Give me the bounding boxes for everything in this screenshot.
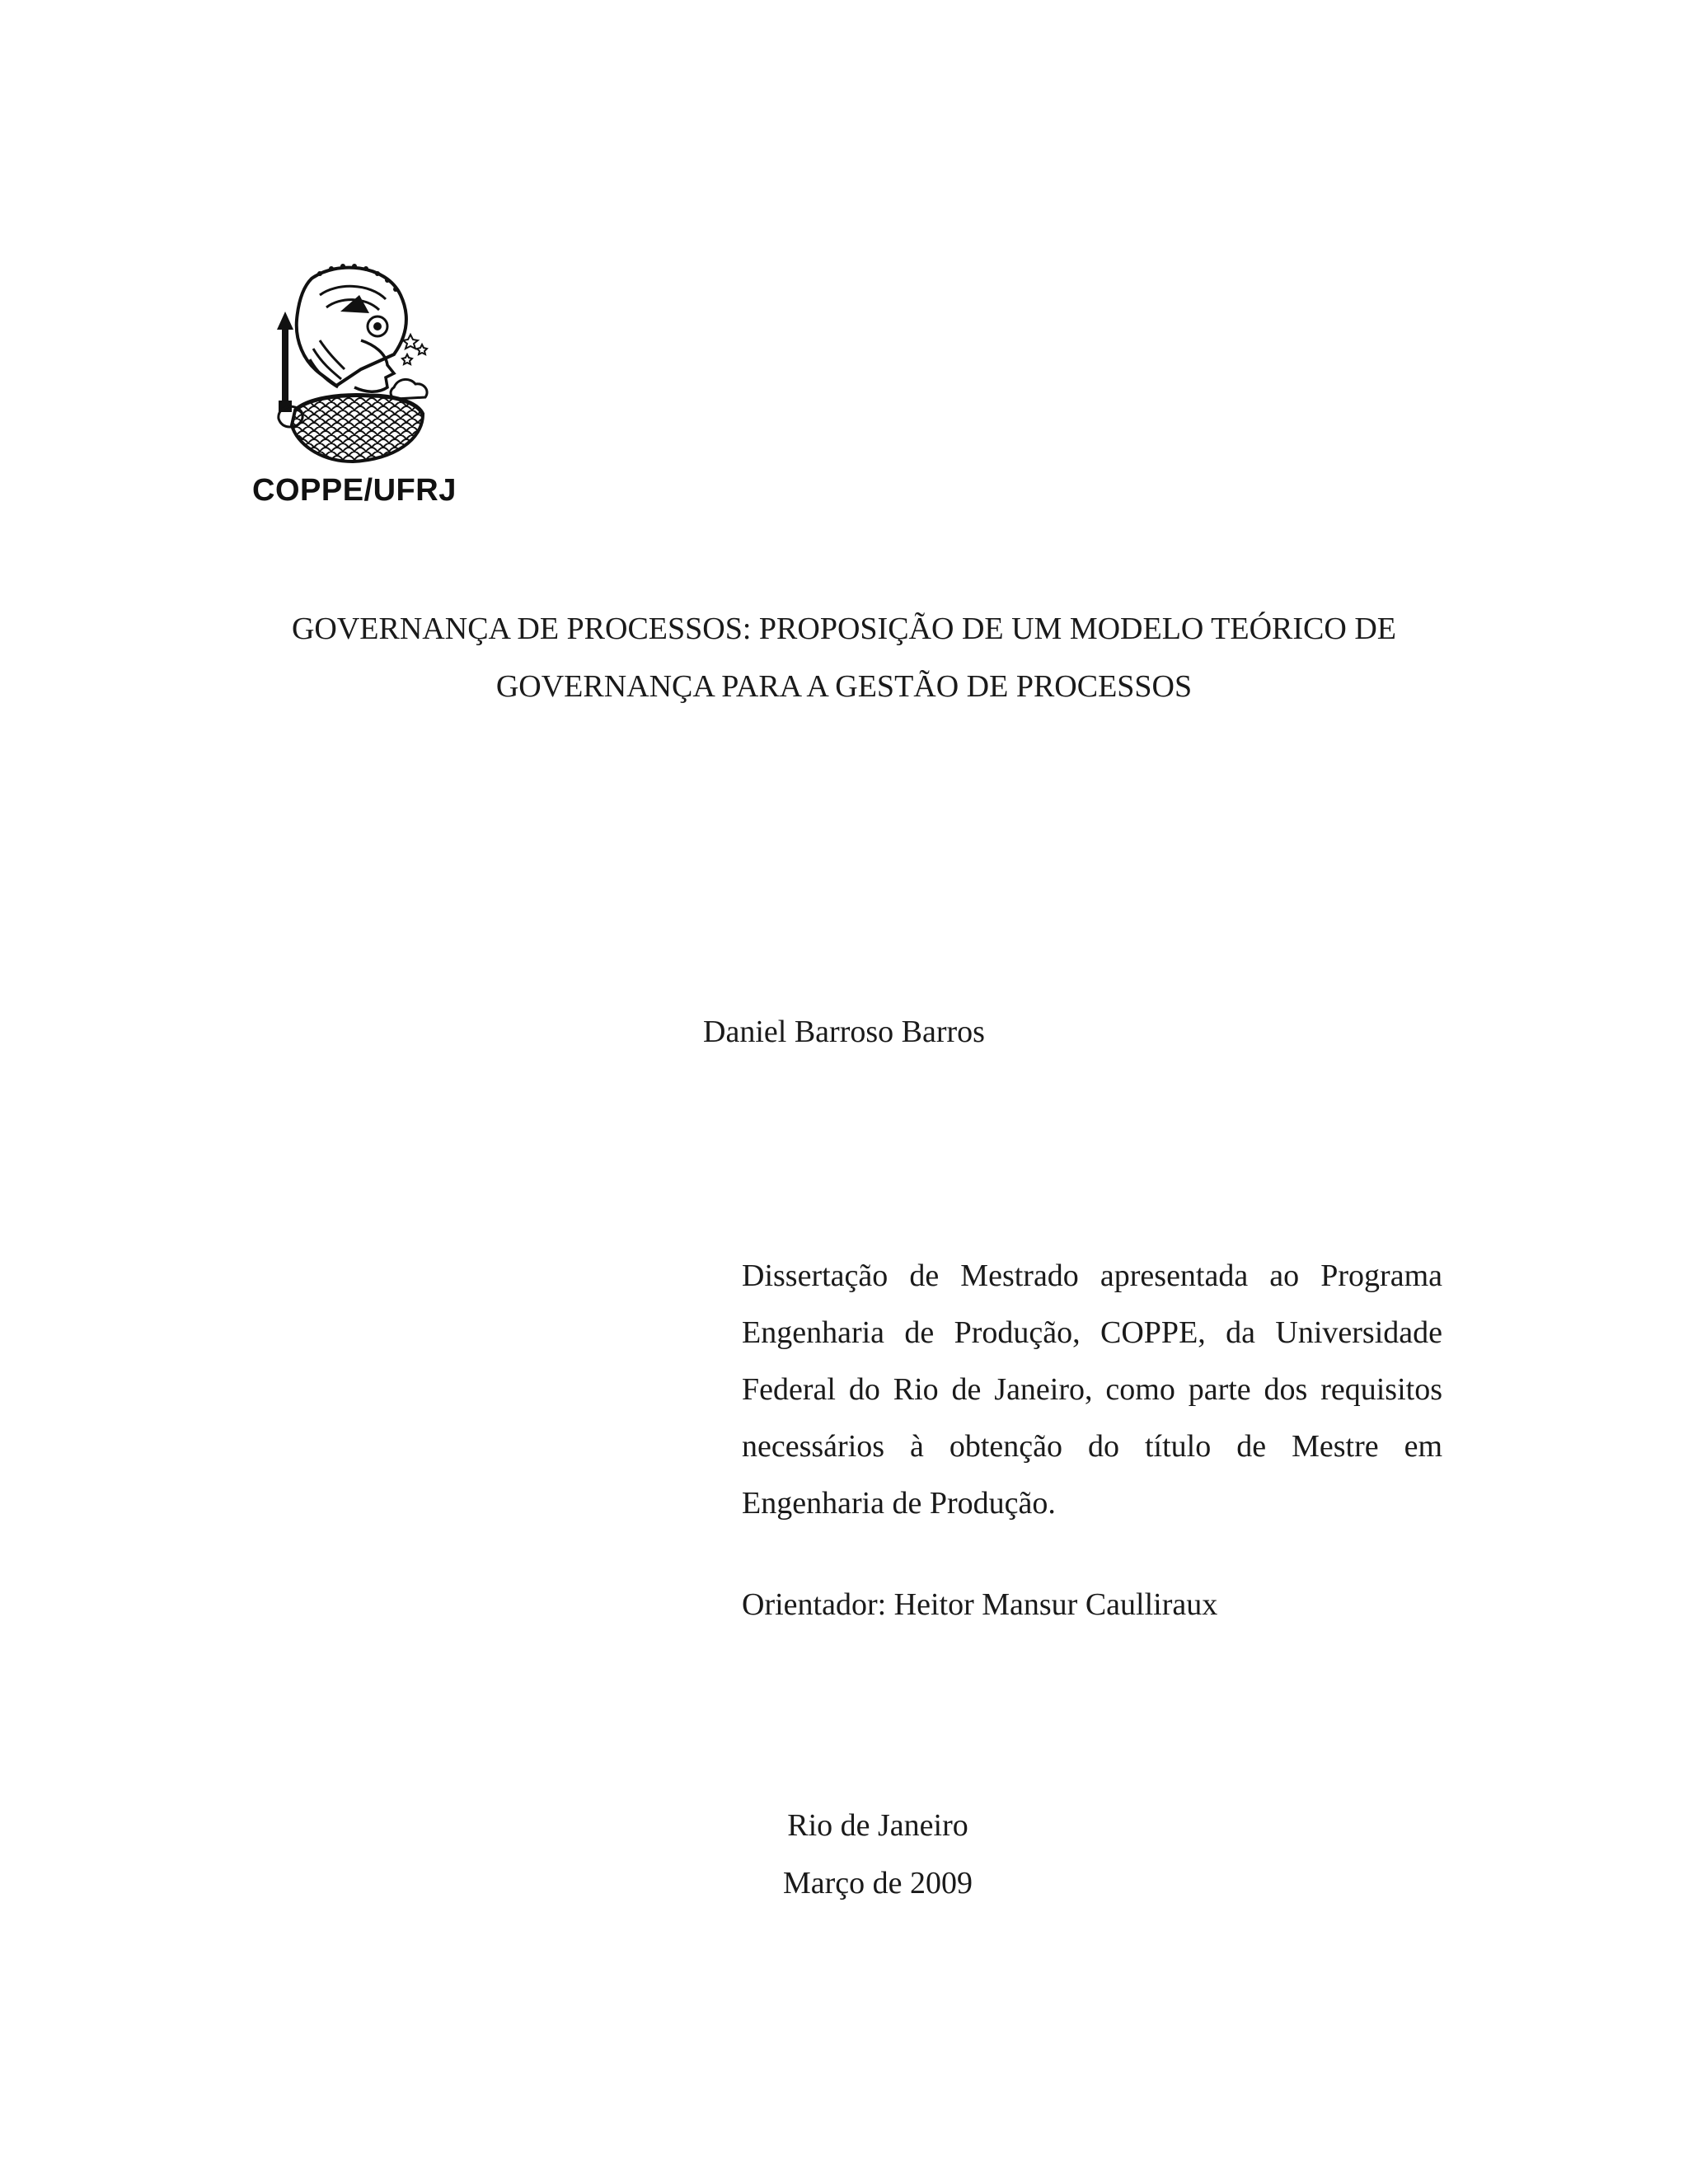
city: Rio de Janeiro — [787, 1808, 968, 1843]
place-and-date — [725, 1797, 1030, 1912]
minerva-helmet-emblem-icon — [262, 262, 431, 464]
advisor-line: Orientador: Heitor Mansur Caulliraux — [742, 1587, 1218, 1622]
title-line-1: GOVERNANÇA DE PROCESSOS: PROPOSIÇÃO DE UM MODELO TEÓRICO DE — [291, 612, 1396, 646]
dissertation-statement: Dissertação de Mestrado apresentada ao Programa Engenharia de Produção, COPPE, da Universidade Federal do Rio de Janeiro, como parte dos requisitos necessários à obtenção do título de Mestre em Engenharia de Produção. — [742, 1258, 1442, 1521]
institution-name: COPPE/UFRJ — [252, 473, 457, 508]
dissertation-title — [198, 600, 1490, 715]
date: Março de 2009 — [782, 1866, 973, 1900]
title-line-2: GOVERNANÇA PARA A GESTÃO DE PROCESSOS — [495, 669, 1193, 704]
author-name: Daniel Barroso Barros — [703, 1015, 985, 1049]
